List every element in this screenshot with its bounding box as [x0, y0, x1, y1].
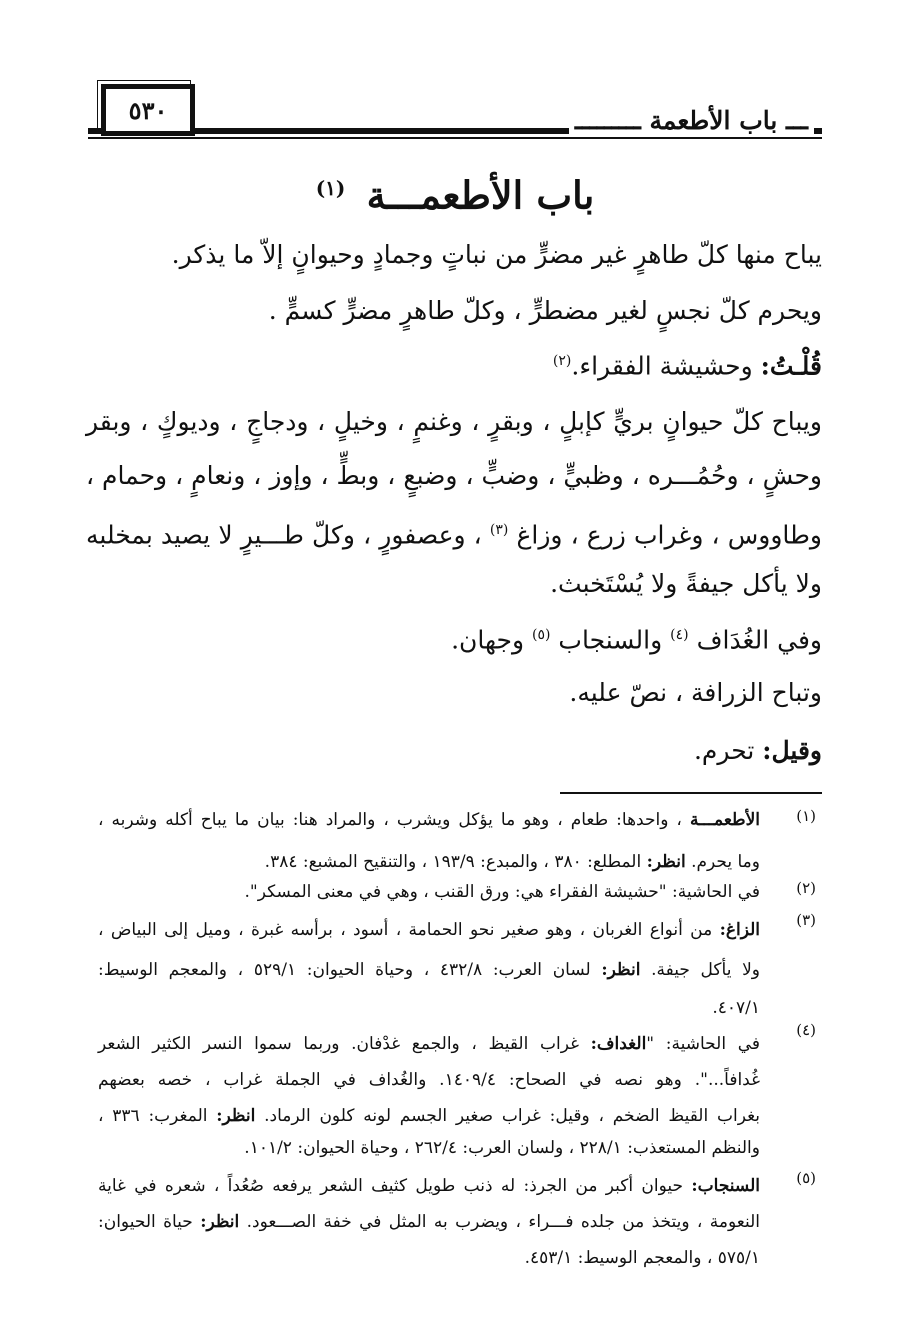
body-line: وتباح الزرافة ، نصّ عليه. [569, 678, 822, 707]
footnote-number: (١) [796, 807, 816, 825]
body-line: يباح منها كلّ طاهرٍ غير مضرٍّ من نباتٍ وجمادٍ وحيوانٍ إلاّ ما يذكر. [171, 240, 822, 269]
footnote-line: غُدافاً...". وهو نصه في الصحاح: ١٤٠٩/٤. والغُداف في الجملة غراب ، خصه بعضهم [98, 1070, 760, 1090]
body-line: وطاووس ، وغراب زرع ، وزاغ $^{(٣)}$ ، وعصفورٍ ، وكلّ طـــيرٍ لا يصيد بمخلبه [86, 520, 822, 550]
footnote-ref: (٥) [532, 627, 551, 643]
footnote-ref: (٤) [670, 627, 689, 643]
footnote-line: والنظم المستعذب: ٢٢٨/١ ، ولسان العرب: ٢٦٢/٤ ، وحياة الحيوان: ١٠١/٢. [244, 1138, 760, 1158]
footnote-number: (٢) [796, 879, 816, 897]
body-line: ويباح كلّ حيوانٍ بريٍّ كإبلٍ ، وبقرٍ ، وغنمٍ ، وخيلٍ ، ودجاجٍ ، وديوكٍ ، وبقر [86, 407, 822, 436]
chapter-title [0, 163, 910, 221]
page-number-box [101, 84, 195, 136]
qultu-label: قُلْـتُ: [760, 351, 822, 381]
footnote-line: الأطعمـــة ، واحدها: طعام ، وهو ما يؤكل ويشرب ، والمراد هنا: بيان ما يباح أكله وشربه ، [98, 810, 760, 830]
running-header-title: ـــ باب الأطعمة ـــــــــ [569, 106, 814, 136]
footnote-line: في الحاشية: "الغداف: غراب القيظ ، والجمع غدْفان. وربما سموا النسر الكثير الشعر [98, 1034, 760, 1054]
header-rule-thin [88, 137, 822, 139]
chapter-footnote-ref: (١) [315, 176, 346, 200]
chapter-title-text: باب الأطعمـــة [366, 172, 595, 218]
footnote-line: الزاغ: من أنواع الغربان ، وهو صغير نحو الحمامة ، أسود ، برأسه غبرة ، وميل إلى البياض ، [98, 920, 760, 940]
footnote-line: في الحاشية: "حشيشة الفقراء هي: ورق القنب ، وهي في معنى المسكر". [244, 882, 760, 902]
footnote-line: السنجاب: حيوان أكبر من الجرذ: له ذنب طويل كثيف الشعر يرفعه صُعُداً ، شعره في غاية [98, 1176, 760, 1196]
footnote-line: ٥٧٥/١ ، والمعجم الوسيط: ٤٥٣/١. [524, 1248, 760, 1268]
page-number: ٥٣٠ [128, 95, 168, 125]
qila-label: وقيل: [762, 736, 822, 765]
footnote-line: ٤٠٧/١. [712, 998, 760, 1018]
footnote-ref: (٣) [489, 522, 509, 538]
footnote-ref: (٢) [552, 353, 572, 369]
footnote-line: ولا يأكل جيفة. انظر: لسان العرب: ٤٣٢/٨ ، وحياة الحيوان: ٥٢٩/١ ، والمعجم الوسيط: [98, 960, 760, 980]
footnote-line: بغراب القيظ الضخم ، وقيل: غراب صغير الجسم لونه كلون الرماد. انظر: المغرب: ٣٣٦ ، [98, 1106, 761, 1126]
footnote-separator [560, 792, 822, 794]
footnote-number: (٣) [796, 911, 816, 929]
footnote-line: وما يحرم. انظر: المطلع: ٣٨٠ ، والمبدع: ١٩٣/٩ ، والتنقيح المشبع: ٣٨٤. [264, 852, 760, 872]
body-line: ويحرم كلّ نجسٍ لغير مضطرٍّ ، وكلّ طاهرٍ مضرٍّ كسمٍّ . [268, 296, 822, 325]
footnote-number: (٥) [796, 1169, 816, 1187]
body-line: ولا يأكل جيفةً ولا يُسْتَخبث. [550, 569, 822, 598]
footnote-line: النعومة ، ويتخذ من جلده فـــراء ، ويضرب به المثل في خفة الصـــعود. انظر: حياة الحيوان: [98, 1212, 761, 1232]
body-line: وفي الغُدَاف $^{(٤)}$ والسنجاب $^{(٥)}$ وجهان. [451, 625, 822, 655]
footnote-number: (٤) [796, 1021, 816, 1039]
body-line: وحشٍ ، وحُمُـــره ، وظبيٍّ ، وضبٍّ ، وضبعٍ ، وبطٍّ ، وإوز ، ونعامٍ ، وحمام ، [86, 461, 822, 490]
body-line: وقيل: تحرم. [693, 736, 822, 765]
body-line: قُلْـتُ: وحشيشة الفقراء.$^{(٢)}$ [552, 351, 822, 381]
